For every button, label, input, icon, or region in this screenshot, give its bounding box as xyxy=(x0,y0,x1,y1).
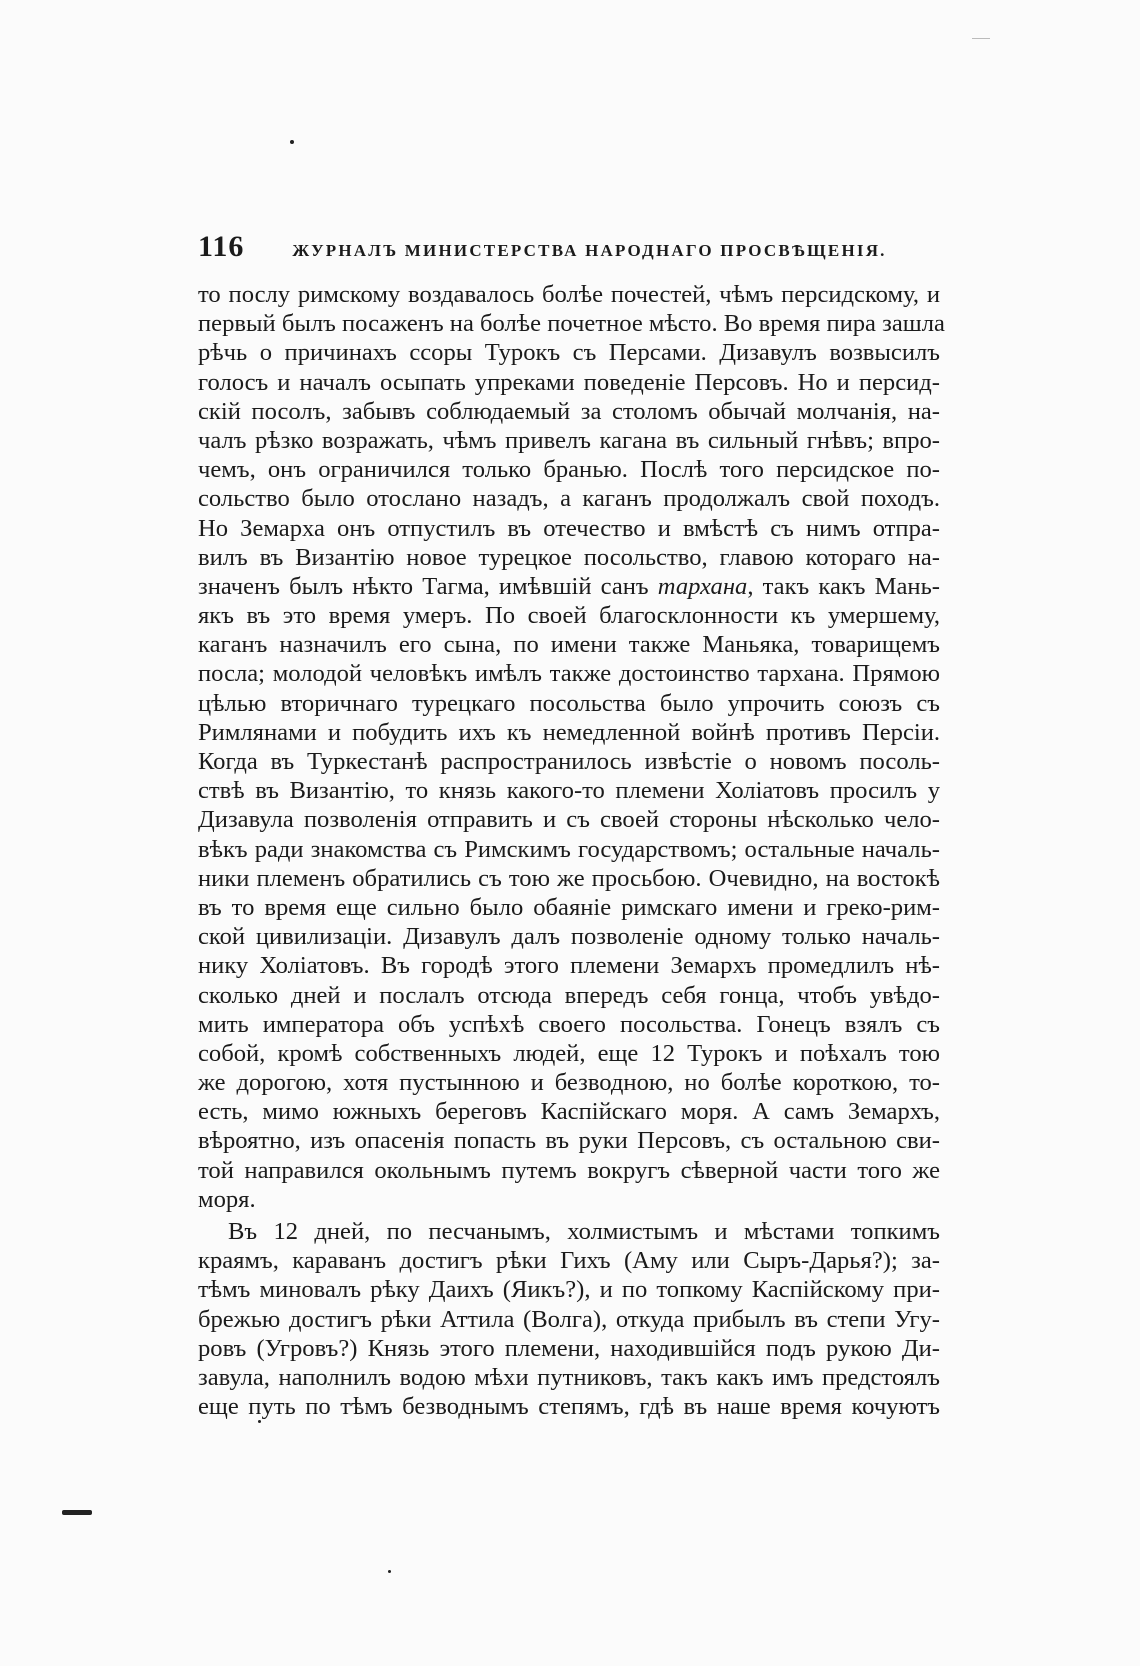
page-number: 116 xyxy=(198,230,245,263)
text-line: чалъ рѣзко возражать, чѣмъ привелъ кагана въ сильный гнѣвъ; впро- xyxy=(198,426,940,454)
text-line: первый былъ посаженъ на болѣе почетное мѣсто. Во время пира зашла xyxy=(198,310,945,338)
text-line: брежью достигъ рѣки Аттила (Волга), откуда прибылъ въ степи Угу- xyxy=(198,1305,940,1333)
text-line: Римлянами и побудить ихъ къ немедленной войнѣ противъ Персіи. xyxy=(198,718,940,746)
text-line: вѣроятно, изъ опасенія попасть въ руки Персовъ, съ остальною сви- xyxy=(198,1127,940,1155)
text-line: Въ 12 дней, по песчанымъ, холмистымъ и мѣстами топкимъ xyxy=(228,1218,940,1245)
text-line: собой, кромѣ собственныхъ людей, еще 12 Турокъ и поѣхалъ тою xyxy=(198,1039,940,1067)
text-line: же дорогою, хотя пустынною и безводною, но болѣе короткою, то- xyxy=(198,1069,940,1097)
text-line: Когда въ Туркестанѣ распространилось извѣстіе о новомъ посоль- xyxy=(198,748,940,775)
text-line: ровъ (Угровъ?) Князь этого племени, находившійся подъ рукою Ди- xyxy=(198,1334,940,1362)
text-line: ники племенъ обратились съ тою же просьбою. Очевидно, на востокѣ xyxy=(198,864,940,892)
text-line: рѣчь о причинахъ ссоры Турокъ съ Персами. Дизавулъ возвысилъ xyxy=(198,339,940,367)
body-text xyxy=(198,280,945,1421)
text-line: посла; молодой человѣкъ имѣлъ также достоинство тархана. Прямою xyxy=(198,660,940,688)
text-line: вѣкъ ради знакомства съ Римскимъ государствомъ; остальные началь- xyxy=(198,835,940,863)
text-line: цѣлью вторичнаго турецкаго посольства было упрочить союзъ съ xyxy=(198,689,940,717)
text-line: то послу римскому воздавалось болѣе почестей, чѣмъ персидскому, и xyxy=(198,281,940,308)
text-line: Дизавула позволенія отправить и съ своей стороны нѣсколько чело- xyxy=(198,806,940,834)
scan-speck xyxy=(290,140,294,144)
scan-mark xyxy=(972,38,990,39)
text-line: той направился окольнымъ путемъ вокругъ сѣверной части того же xyxy=(198,1156,940,1184)
text-line: каганъ назначилъ его сына, по имени также Маньяка, товарищемъ xyxy=(198,631,940,659)
text-line: сколько дней и послалъ отсюда впередъ себя гонца, чтобъ увѣдо- xyxy=(198,981,940,1009)
text-line: еще путь по тѣмъ безводнымъ степямъ, гдѣ въ наше время кочуютъ xyxy=(198,1393,940,1421)
running-title: ЖУРНАЛЪ МИНИСТЕРСТВА НАРОДНАГО ПРОСВѢЩЕНІЯ. xyxy=(292,241,887,260)
text-line: въ то время еще сильно было обаяніе римскаго имени и греко-рим- xyxy=(198,893,940,921)
text-line: значенъ былъ нѣкто Тагма, имѣвшій санъ тархана, такъ какъ Мань- xyxy=(198,572,940,600)
text-line: якъ въ это время умеръ. По своей благосклонности къ умершему, xyxy=(198,602,940,630)
text-line: Но Земарха онъ отпустилъ въ отечество и вмѣстѣ съ нимъ отпра- xyxy=(198,514,940,542)
text-line: вилъ въ Византію новое турецкое посольство, главою котораго на- xyxy=(198,543,940,571)
scan-mark xyxy=(62,1510,92,1515)
text-line: чемъ, онъ ограничился только бранью. Послѣ того персидское по- xyxy=(198,456,940,484)
text-line: ствѣ въ Византію, то князь какого-то племени Холіатовъ просилъ у xyxy=(198,777,940,805)
text-line: тѣмъ миновалъ рѣку Даихъ (Яикъ?), и по топкому Каспійскому при- xyxy=(198,1276,940,1304)
text-line: сольство было отослано назадъ, а каганъ продолжалъ свой походъ. xyxy=(198,485,940,513)
text-line: скій посолъ, забывъ соблюдаемый за столомъ обычай молчанія, на- xyxy=(198,397,940,425)
page-header xyxy=(198,230,940,266)
text-line: завула, наполнилъ водою мѣхи путниковъ, такъ какъ имъ предстоялъ xyxy=(198,1363,940,1391)
text-line: краямъ, караванъ достигъ рѣки Гихъ (Аму или Сыръ-Дарья?); за- xyxy=(198,1247,940,1275)
scan-speck xyxy=(258,1420,261,1423)
text-line: ской цивилизаціи. Дизавулъ далъ позволеніе одному только началь- xyxy=(198,923,940,951)
text-line: моря. xyxy=(198,1185,256,1213)
text-line: есть, мимо южныхъ береговъ Каспійскаго моря. А самъ Земархъ, xyxy=(198,1098,940,1126)
text-line: нику Холіатовъ. Въ городѣ этого племени Земархъ промедлилъ нѣ- xyxy=(198,952,940,980)
scan-speck xyxy=(388,1570,391,1573)
italic-term: тархана xyxy=(657,572,748,600)
text-line: голосъ и началъ осыпать упреками поведеніе Персовъ. Но и персид- xyxy=(198,368,940,396)
text-line: мить императора объ успѣхѣ своего посольства. Гонецъ взялъ съ xyxy=(198,1010,940,1038)
